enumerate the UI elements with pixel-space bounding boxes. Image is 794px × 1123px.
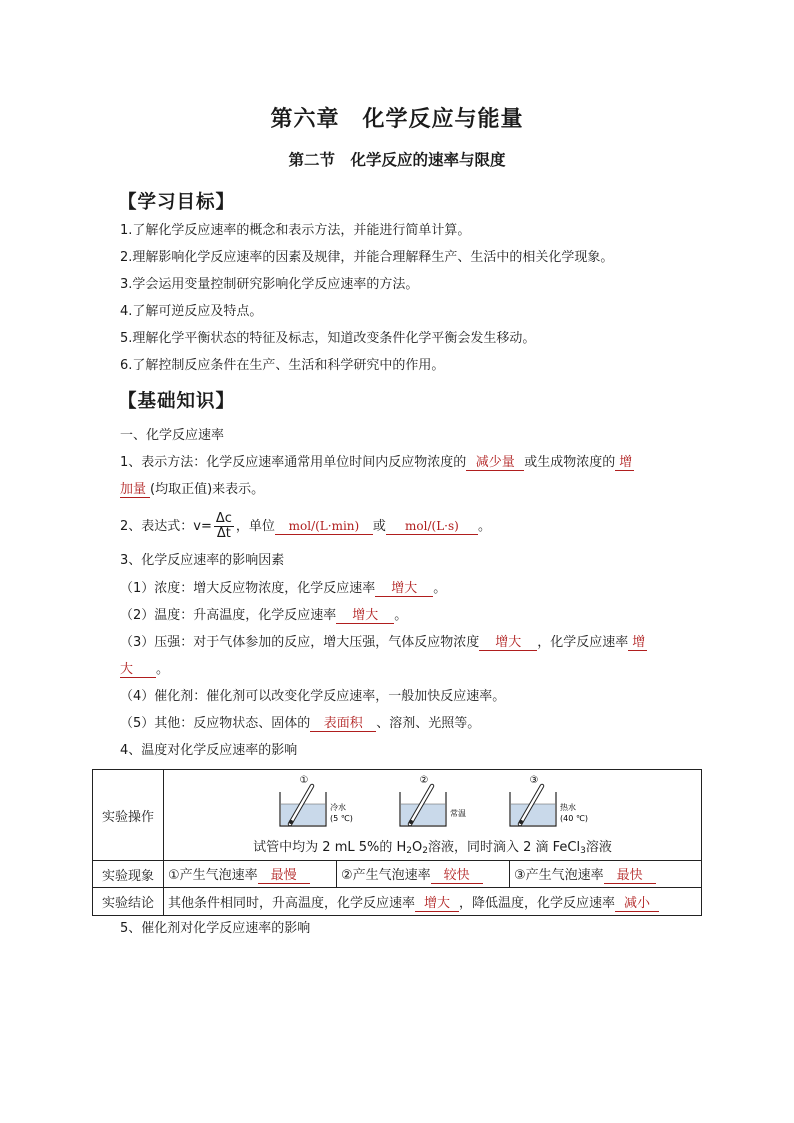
- objective-item: 2.理解影响化学反应速率的因素及规律，并能合理解释生产、生活中的相关化学现象。: [120, 250, 614, 265]
- paragraph-line: （5）其他：反应物状态、固体的 表面积 、溶剂、光照等。: [120, 716, 481, 731]
- formula-fraction: $\frac{\Delta c}{\Delta t}$: [215, 511, 232, 541]
- objectives-heading: 【学习目标】: [118, 192, 236, 213]
- beaker-number: ①: [299, 775, 308, 786]
- observation-cell: ②产生气泡速率 较快: [337, 861, 510, 888]
- beaker-label: 常温: [449, 809, 466, 818]
- beaker-label: (5 ℃): [329, 814, 353, 823]
- answer-blank: 大: [120, 662, 156, 678]
- answer-blank: 最快: [604, 868, 656, 884]
- beaker-label: (40 ℃): [559, 814, 588, 823]
- paragraph-line: （3）压强：对于气体参加的反应，增大压强，气体反应物浓度 增大 ，化学反应速率 增: [120, 635, 646, 650]
- paragraph-line: （4）催化剂：催化剂可以改变化学反应速率，一般加快反应速率。: [120, 689, 506, 704]
- paragraph-line: （2）温度：升高温度，化学反应速率 增大 。: [120, 608, 408, 623]
- answer-blank: mol/(L·s): [386, 519, 478, 535]
- beaker-1: [280, 775, 353, 826]
- answer-blank: 增: [628, 635, 647, 651]
- objective-item: 4.了解可逆反应及特点。: [120, 304, 263, 319]
- section-subtitle: 第二节 化学反应的速率与限度: [288, 150, 506, 169]
- experiment-table: [92, 769, 702, 916]
- formula-line: 2、表达式：v= $\frac{\Delta c}{\Delta t}$ ，单位 mol/(L·min) 或 mol/(L·s) 。: [120, 511, 491, 541]
- experiment-caption: 试管中均为 2 mL 5%的 $H_2O_2$溶液，同时滴入 2 滴 FeCl$_3$溶液: [253, 840, 612, 856]
- section-heading: 一、化学反应速率: [120, 428, 225, 443]
- row-label: 实验操作: [93, 770, 164, 861]
- objective-item: 3.学会运用变量控制研究影响化学反应速率的方法。: [120, 277, 419, 292]
- table-row: [93, 861, 702, 888]
- objective-item: 1.了解化学反应速率的概念和表示方法，并能进行简单计算。: [120, 223, 471, 238]
- row-label: 实验结论: [93, 888, 164, 916]
- answer-blank: mol/(L·min): [275, 519, 373, 535]
- beaker-2: [400, 775, 466, 826]
- table-row: [93, 888, 702, 916]
- paragraph-line: 3、化学反应速率的影响因素: [120, 553, 285, 568]
- answer-blank: 增大: [336, 608, 394, 624]
- beaker-number: ②: [419, 775, 428, 786]
- paragraph-line: 加量 (均取正值)来表示。: [120, 482, 265, 497]
- conclusion-cell: 其他条件相同时，升高温度，化学反应速率 增大 ，降低温度，化学反应速率 减小: [164, 888, 702, 916]
- answer-blank: 增大: [375, 581, 433, 597]
- beaker-number: ③: [529, 775, 538, 786]
- row-label: 实验现象: [93, 861, 164, 888]
- answer-blank: 较快: [431, 868, 483, 884]
- answer-blank: 减少量: [466, 455, 524, 471]
- basics-heading: 【基础知识】: [118, 391, 236, 412]
- experiment-operation-cell: [164, 770, 702, 861]
- page-title: 第六章 化学反应与能量: [270, 106, 524, 132]
- answer-blank: 加量: [120, 482, 150, 498]
- paragraph-line: 1、表示方法：化学反应速率通常用单位时间内反应物浓度的 减少量 或生成物浓度的 增: [120, 455, 633, 470]
- answer-blank: 最慢: [258, 868, 310, 884]
- answer-blank: 表面积: [310, 716, 376, 732]
- answer-blank: 增大: [479, 635, 537, 651]
- paragraph-line: 5、催化剂对化学反应速率的影响: [120, 921, 311, 936]
- answer-blank: 减小: [615, 896, 659, 912]
- answer-blank: 增大: [415, 896, 459, 912]
- beaker-label: 冷水: [329, 803, 346, 812]
- paragraph-line: 4、温度对化学反应速率的影响: [120, 743, 298, 758]
- beaker-3: [510, 775, 588, 826]
- observation-cell: ③产生气泡速率 最快: [510, 861, 702, 888]
- observation-cell: ①产生气泡速率 最慢: [164, 861, 337, 888]
- paragraph-line: 大 。: [120, 662, 170, 677]
- beaker-label: 热水: [559, 803, 576, 812]
- table-row: [93, 770, 702, 861]
- objective-item: 5.理解化学平衡状态的特征及标志，知道改变条件化学平衡会发生移动。: [120, 331, 536, 346]
- paragraph-line: （1）浓度：增大反应物浓度，化学反应速率 增大 。: [120, 581, 447, 596]
- beaker-setup-illustration: [268, 774, 598, 830]
- objective-item: 6.了解控制反应条件在生产、生活和科学研究中的作用。: [120, 358, 445, 373]
- answer-blank: 增: [615, 455, 634, 471]
